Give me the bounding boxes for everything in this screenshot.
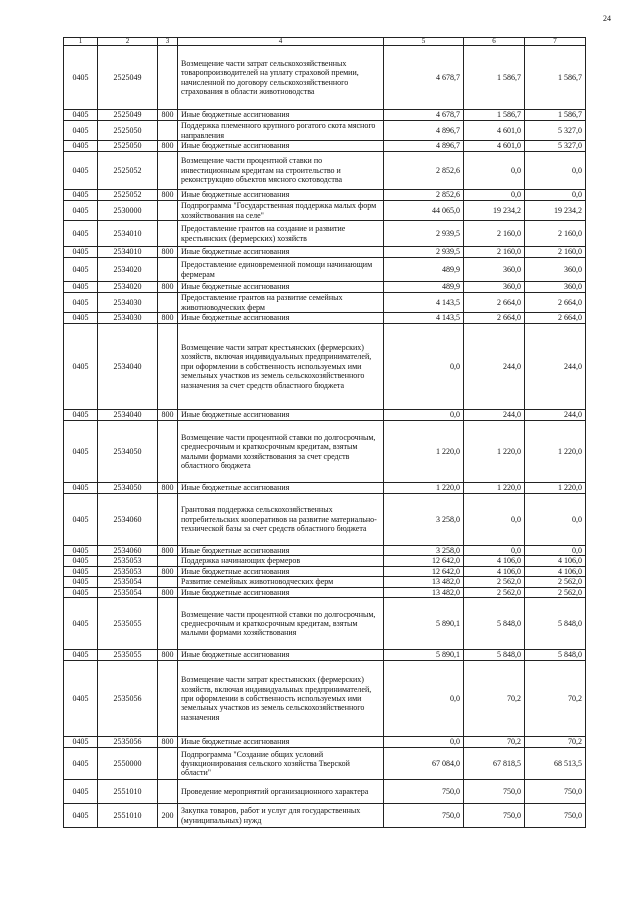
amount-col6-cell: 244,0 bbox=[464, 410, 525, 421]
amount-col6-cell: 750,0 bbox=[464, 804, 525, 828]
amount-col7-cell: 1 220,0 bbox=[525, 421, 586, 483]
header-cell-7: 7 bbox=[525, 38, 586, 46]
target-article-cell: 2525052 bbox=[98, 152, 158, 190]
section-code-cell: 0405 bbox=[64, 324, 98, 410]
target-article-cell: 2534040 bbox=[98, 410, 158, 421]
description-cell: Возмещение части процентной ставки по инвестиционным кредитам на строительство и реконструкцию объектов мясного скотоводства bbox=[178, 152, 384, 190]
amount-col7-cell: 4 106,0 bbox=[525, 556, 586, 566]
table-row bbox=[64, 110, 586, 121]
expense-type-cell bbox=[158, 577, 178, 587]
section-code-cell: 0405 bbox=[64, 201, 98, 221]
description-cell: Иные бюджетные ассигнования bbox=[178, 566, 384, 576]
amount-col7-cell: 1 586,7 bbox=[525, 46, 586, 110]
expense-type-cell: 800 bbox=[158, 566, 178, 576]
expense-type-cell bbox=[158, 598, 178, 650]
amount-col5-cell: 5 890,1 bbox=[384, 650, 464, 661]
amount-col7-cell: 244,0 bbox=[525, 324, 586, 410]
section-code-cell: 0405 bbox=[64, 282, 98, 293]
amount-col5-cell: 4 143,5 bbox=[384, 313, 464, 324]
amount-col6-cell: 0,0 bbox=[464, 494, 525, 546]
section-code-cell: 0405 bbox=[64, 556, 98, 566]
target-article-cell: 2535055 bbox=[98, 598, 158, 650]
section-code-cell: 0405 bbox=[64, 748, 98, 780]
expense-type-cell: 800 bbox=[158, 141, 178, 152]
header-cell-1: 1 bbox=[64, 38, 98, 46]
amount-col5-cell: 1 220,0 bbox=[384, 421, 464, 483]
amount-col6-cell: 750,0 bbox=[464, 780, 525, 804]
amount-col6-cell: 4 601,0 bbox=[464, 121, 525, 141]
header-cell-6: 6 bbox=[464, 38, 525, 46]
amount-col6-cell: 360,0 bbox=[464, 258, 525, 282]
expense-type-cell bbox=[158, 221, 178, 247]
amount-col5-cell: 3 258,0 bbox=[384, 494, 464, 546]
section-code-cell: 0405 bbox=[64, 494, 98, 546]
amount-col7-cell: 2 664,0 bbox=[525, 293, 586, 313]
amount-col6-cell: 2 160,0 bbox=[464, 221, 525, 247]
expense-type-cell: 800 bbox=[158, 247, 178, 258]
expense-type-cell: 800 bbox=[158, 587, 178, 597]
table-row bbox=[64, 598, 586, 650]
target-article-cell: 2525049 bbox=[98, 110, 158, 121]
section-code-cell: 0405 bbox=[64, 546, 98, 556]
amount-col5-cell: 3 258,0 bbox=[384, 546, 464, 556]
expense-type-cell: 800 bbox=[158, 410, 178, 421]
amount-col5-cell: 0,0 bbox=[384, 661, 464, 737]
amount-col7-cell: 2 664,0 bbox=[525, 313, 586, 324]
target-article-cell: 2525049 bbox=[98, 46, 158, 110]
description-cell: Закупка товаров, работ и услуг для государственных (муниципальных) нужд bbox=[178, 804, 384, 828]
expense-type-cell: 800 bbox=[158, 190, 178, 201]
expense-type-cell: 800 bbox=[158, 313, 178, 324]
expense-type-cell bbox=[158, 780, 178, 804]
amount-col6-cell: 19 234,2 bbox=[464, 201, 525, 221]
header-cell-5: 5 bbox=[384, 38, 464, 46]
target-article-cell: 2534010 bbox=[98, 221, 158, 247]
expense-type-cell: 800 bbox=[158, 483, 178, 494]
header-cell-4: 4 bbox=[178, 38, 384, 46]
description-cell: Развитие семейных животноводческих ферм bbox=[178, 577, 384, 587]
table-row bbox=[64, 650, 586, 661]
amount-col7-cell: 4 106,0 bbox=[525, 566, 586, 576]
table-row bbox=[64, 247, 586, 258]
target-article-cell: 2535053 bbox=[98, 566, 158, 576]
target-article-cell: 2535054 bbox=[98, 587, 158, 597]
amount-col6-cell: 70,2 bbox=[464, 661, 525, 737]
section-code-cell: 0405 bbox=[64, 577, 98, 587]
section-code-cell: 0405 bbox=[64, 737, 98, 748]
description-cell: Возмещение части затрат крестьянских (фермерских) хозяйств, включая индивидуальных предпринимателей, при оформлении в собственность используемых ими земельных участков из земель сельскохозяйственного назначения bbox=[178, 661, 384, 737]
expense-type-cell bbox=[158, 421, 178, 483]
table-row bbox=[64, 737, 586, 748]
section-code-cell: 0405 bbox=[64, 421, 98, 483]
expense-type-cell bbox=[158, 152, 178, 190]
header-cell-2: 2 bbox=[98, 38, 158, 46]
description-cell: Возмещение части затрат сельскохозяйственных товаропроизводителей на уплату страховой премии, начисленной по договору сельскохозяйственного страхования в области животноводства bbox=[178, 46, 384, 110]
target-article-cell: 2550000 bbox=[98, 748, 158, 780]
table-row bbox=[64, 293, 586, 313]
amount-col5-cell: 750,0 bbox=[384, 804, 464, 828]
page-number: 24 bbox=[603, 14, 611, 23]
amount-col5-cell: 12 642,0 bbox=[384, 556, 464, 566]
target-article-cell: 2551010 bbox=[98, 804, 158, 828]
header-cell-3: 3 bbox=[158, 38, 178, 46]
target-article-cell: 2534030 bbox=[98, 293, 158, 313]
table-row bbox=[64, 282, 586, 293]
table-row bbox=[64, 46, 586, 110]
amount-col5-cell: 489,9 bbox=[384, 282, 464, 293]
table-row bbox=[64, 190, 586, 201]
target-article-cell: 2525050 bbox=[98, 141, 158, 152]
description-cell: Иные бюджетные ассигнования bbox=[178, 141, 384, 152]
amount-col5-cell: 0,0 bbox=[384, 410, 464, 421]
header-row bbox=[64, 38, 586, 46]
target-article-cell: 2534060 bbox=[98, 546, 158, 556]
table-row bbox=[64, 201, 586, 221]
description-cell: Иные бюджетные ассигнования bbox=[178, 247, 384, 258]
description-cell: Подпрограмма "Государственная поддержка малых форм хозяйствования на селе" bbox=[178, 201, 384, 221]
amount-col7-cell: 2 562,0 bbox=[525, 587, 586, 597]
target-article-cell: 2534040 bbox=[98, 324, 158, 410]
amount-col6-cell: 244,0 bbox=[464, 324, 525, 410]
description-cell: Предоставление грантов на создание и развитие крестьянских (фермерских) хозяйств bbox=[178, 221, 384, 247]
amount-col5-cell: 2 939,5 bbox=[384, 247, 464, 258]
amount-col7-cell: 0,0 bbox=[525, 494, 586, 546]
target-article-cell: 2534060 bbox=[98, 494, 158, 546]
expense-type-cell: 800 bbox=[158, 110, 178, 121]
amount-col5-cell: 5 890,1 bbox=[384, 598, 464, 650]
description-cell: Поддержка начинающих фермеров bbox=[178, 556, 384, 566]
target-article-cell: 2535054 bbox=[98, 577, 158, 587]
amount-col6-cell: 4 106,0 bbox=[464, 566, 525, 576]
table-row bbox=[64, 410, 586, 421]
description-cell: Предоставление грантов на развитие семейных животноводческих ферм bbox=[178, 293, 384, 313]
section-code-cell: 0405 bbox=[64, 247, 98, 258]
description-cell: Поддержка племенного крупного рогатого скота мясного направления bbox=[178, 121, 384, 141]
expense-type-cell bbox=[158, 494, 178, 546]
amount-col7-cell: 68 513,5 bbox=[525, 748, 586, 780]
target-article-cell: 2534020 bbox=[98, 282, 158, 293]
amount-col7-cell: 5 327,0 bbox=[525, 141, 586, 152]
expense-type-cell bbox=[158, 46, 178, 110]
amount-col6-cell: 0,0 bbox=[464, 190, 525, 201]
description-cell: Грантовая поддержка сельскохозяйственных потребительских кооперативов на развитие материально-технической базы за счет средств областного бюджета bbox=[178, 494, 384, 546]
amount-col5-cell: 4 896,7 bbox=[384, 121, 464, 141]
amount-col7-cell: 5 848,0 bbox=[525, 598, 586, 650]
table-row bbox=[64, 121, 586, 141]
table-row bbox=[64, 152, 586, 190]
description-cell: Возмещение части процентной ставки по долгосрочным, среднесрочным и краткосрочным кредитам, взятым малыми формами хозяйствования за счет средств областного бюджета bbox=[178, 421, 384, 483]
description-cell: Возмещение части процентной ставки по долгосрочным, среднесрочным и краткосрочным кредитам, взятым малыми формами хозяйствования bbox=[178, 598, 384, 650]
table-row bbox=[64, 577, 586, 587]
section-code-cell: 0405 bbox=[64, 46, 98, 110]
description-cell: Проведение мероприятий организационного характера bbox=[178, 780, 384, 804]
section-code-cell: 0405 bbox=[64, 598, 98, 650]
amount-col7-cell: 0,0 bbox=[525, 190, 586, 201]
amount-col5-cell: 2 939,5 bbox=[384, 221, 464, 247]
amount-col6-cell: 4 601,0 bbox=[464, 141, 525, 152]
amount-col7-cell: 750,0 bbox=[525, 780, 586, 804]
description-cell: Иные бюджетные ассигнования bbox=[178, 650, 384, 661]
section-code-cell: 0405 bbox=[64, 313, 98, 324]
target-article-cell: 2534050 bbox=[98, 421, 158, 483]
amount-col6-cell: 360,0 bbox=[464, 282, 525, 293]
target-article-cell: 2534030 bbox=[98, 313, 158, 324]
description-cell: Предоставление единовременной помощи начинающим фермерам bbox=[178, 258, 384, 282]
amount-col6-cell: 2 664,0 bbox=[464, 313, 525, 324]
expense-type-cell bbox=[158, 293, 178, 313]
section-code-cell: 0405 bbox=[64, 190, 98, 201]
amount-col6-cell: 0,0 bbox=[464, 546, 525, 556]
description-cell: Иные бюджетные ассигнования bbox=[178, 410, 384, 421]
table-row bbox=[64, 324, 586, 410]
section-code-cell: 0405 bbox=[64, 780, 98, 804]
target-article-cell: 2535056 bbox=[98, 737, 158, 748]
amount-col6-cell: 5 848,0 bbox=[464, 650, 525, 661]
amount-col7-cell: 1 220,0 bbox=[525, 483, 586, 494]
expense-type-cell bbox=[158, 556, 178, 566]
amount-col5-cell: 44 065,0 bbox=[384, 201, 464, 221]
table-row bbox=[64, 804, 586, 828]
amount-col7-cell: 2 562,0 bbox=[525, 577, 586, 587]
amount-col6-cell: 1 220,0 bbox=[464, 483, 525, 494]
amount-col7-cell: 2 160,0 bbox=[525, 247, 586, 258]
amount-col6-cell: 67 818,5 bbox=[464, 748, 525, 780]
target-article-cell: 2535056 bbox=[98, 661, 158, 737]
description-cell: Иные бюджетные ассигнования bbox=[178, 483, 384, 494]
table-row bbox=[64, 748, 586, 780]
expense-type-cell: 800 bbox=[158, 737, 178, 748]
table-row bbox=[64, 313, 586, 324]
expense-type-cell: 800 bbox=[158, 282, 178, 293]
section-code-cell: 0405 bbox=[64, 293, 98, 313]
amount-col5-cell: 2 852,6 bbox=[384, 190, 464, 201]
target-article-cell: 2534010 bbox=[98, 247, 158, 258]
amount-col6-cell: 1 220,0 bbox=[464, 421, 525, 483]
amount-col5-cell: 489,9 bbox=[384, 258, 464, 282]
expense-type-cell: 800 bbox=[158, 546, 178, 556]
table-row bbox=[64, 494, 586, 546]
amount-col6-cell: 70,2 bbox=[464, 737, 525, 748]
table-row bbox=[64, 661, 586, 737]
amount-col7-cell: 360,0 bbox=[525, 282, 586, 293]
expense-type-cell bbox=[158, 121, 178, 141]
table-row bbox=[64, 566, 586, 576]
expense-type-cell: 800 bbox=[158, 650, 178, 661]
section-code-cell: 0405 bbox=[64, 121, 98, 141]
section-code-cell: 0405 bbox=[64, 221, 98, 247]
amount-col7-cell: 2 160,0 bbox=[525, 221, 586, 247]
table-row bbox=[64, 258, 586, 282]
amount-col5-cell: 12 642,0 bbox=[384, 566, 464, 576]
description-cell: Иные бюджетные ассигнования bbox=[178, 190, 384, 201]
table-row bbox=[64, 587, 586, 597]
amount-col5-cell: 67 084,0 bbox=[384, 748, 464, 780]
table-row bbox=[64, 780, 586, 804]
amount-col6-cell: 2 664,0 bbox=[464, 293, 525, 313]
expense-type-cell bbox=[158, 201, 178, 221]
amount-col7-cell: 244,0 bbox=[525, 410, 586, 421]
section-code-cell: 0405 bbox=[64, 566, 98, 576]
amount-col7-cell: 0,0 bbox=[525, 152, 586, 190]
section-code-cell: 0405 bbox=[64, 650, 98, 661]
expense-type-cell bbox=[158, 324, 178, 410]
target-article-cell: 2525050 bbox=[98, 121, 158, 141]
expense-type-cell bbox=[158, 258, 178, 282]
expense-type-cell: 200 bbox=[158, 804, 178, 828]
section-code-cell: 0405 bbox=[64, 804, 98, 828]
amount-col7-cell: 360,0 bbox=[525, 258, 586, 282]
amount-col5-cell: 4 143,5 bbox=[384, 293, 464, 313]
table-row bbox=[64, 141, 586, 152]
section-code-cell: 0405 bbox=[64, 258, 98, 282]
amount-col6-cell: 2 562,0 bbox=[464, 577, 525, 587]
description-cell: Возмещение части затрат крестьянских (фермерских) хозяйств, включая индивидуальных предпринимателей, при оформлении в собственность используемых ими земельных участков из земель сельскохозяйственного назначения за счет средств областного бюджета bbox=[178, 324, 384, 410]
description-cell: Иные бюджетные ассигнования bbox=[178, 313, 384, 324]
target-article-cell: 2551010 bbox=[98, 780, 158, 804]
amount-col5-cell: 4 678,7 bbox=[384, 46, 464, 110]
amount-col6-cell: 2 160,0 bbox=[464, 247, 525, 258]
target-article-cell: 2525052 bbox=[98, 190, 158, 201]
amount-col5-cell: 0,0 bbox=[384, 737, 464, 748]
expense-type-cell bbox=[158, 748, 178, 780]
description-cell: Подпрограмма "Создание общих условий функционирования сельского хозяйства Тверской области" bbox=[178, 748, 384, 780]
amount-col6-cell: 0,0 bbox=[464, 152, 525, 190]
section-code-cell: 0405 bbox=[64, 483, 98, 494]
amount-col7-cell: 1 586,7 bbox=[525, 110, 586, 121]
table-row bbox=[64, 421, 586, 483]
amount-col5-cell: 1 220,0 bbox=[384, 483, 464, 494]
amount-col5-cell: 4 678,7 bbox=[384, 110, 464, 121]
amount-col6-cell: 4 106,0 bbox=[464, 556, 525, 566]
description-cell: Иные бюджетные ассигнования bbox=[178, 737, 384, 748]
amount-col6-cell: 1 586,7 bbox=[464, 46, 525, 110]
amount-col7-cell: 70,2 bbox=[525, 737, 586, 748]
expense-type-cell bbox=[158, 661, 178, 737]
amount-col5-cell: 13 482,0 bbox=[384, 587, 464, 597]
amount-col7-cell: 5 327,0 bbox=[525, 121, 586, 141]
table-row bbox=[64, 221, 586, 247]
section-code-cell: 0405 bbox=[64, 587, 98, 597]
target-article-cell: 2535055 bbox=[98, 650, 158, 661]
table-row bbox=[64, 546, 586, 556]
amount-col6-cell: 2 562,0 bbox=[464, 587, 525, 597]
amount-col7-cell: 750,0 bbox=[525, 804, 586, 828]
section-code-cell: 0405 bbox=[64, 661, 98, 737]
description-cell: Иные бюджетные ассигнования bbox=[178, 587, 384, 597]
amount-col5-cell: 4 896,7 bbox=[384, 141, 464, 152]
amount-col5-cell: 13 482,0 bbox=[384, 577, 464, 587]
target-article-cell: 2534050 bbox=[98, 483, 158, 494]
description-cell: Иные бюджетные ассигнования bbox=[178, 110, 384, 121]
amount-col7-cell: 0,0 bbox=[525, 546, 586, 556]
amount-col6-cell: 1 586,7 bbox=[464, 110, 525, 121]
amount-col7-cell: 70,2 bbox=[525, 661, 586, 737]
amount-col5-cell: 2 852,6 bbox=[384, 152, 464, 190]
amount-col5-cell: 0,0 bbox=[384, 324, 464, 410]
section-code-cell: 0405 bbox=[64, 110, 98, 121]
target-article-cell: 2534020 bbox=[98, 258, 158, 282]
amount-col7-cell: 5 848,0 bbox=[525, 650, 586, 661]
amount-col6-cell: 5 848,0 bbox=[464, 598, 525, 650]
table-row bbox=[64, 483, 586, 494]
budget-table bbox=[63, 37, 586, 828]
table-row bbox=[64, 556, 586, 566]
target-article-cell: 2535053 bbox=[98, 556, 158, 566]
amount-col5-cell: 750,0 bbox=[384, 780, 464, 804]
target-article-cell: 2530000 bbox=[98, 201, 158, 221]
amount-col7-cell: 19 234,2 bbox=[525, 201, 586, 221]
section-code-cell: 0405 bbox=[64, 141, 98, 152]
section-code-cell: 0405 bbox=[64, 152, 98, 190]
section-code-cell: 0405 bbox=[64, 410, 98, 421]
description-cell: Иные бюджетные ассигнования bbox=[178, 546, 384, 556]
description-cell: Иные бюджетные ассигнования bbox=[178, 282, 384, 293]
